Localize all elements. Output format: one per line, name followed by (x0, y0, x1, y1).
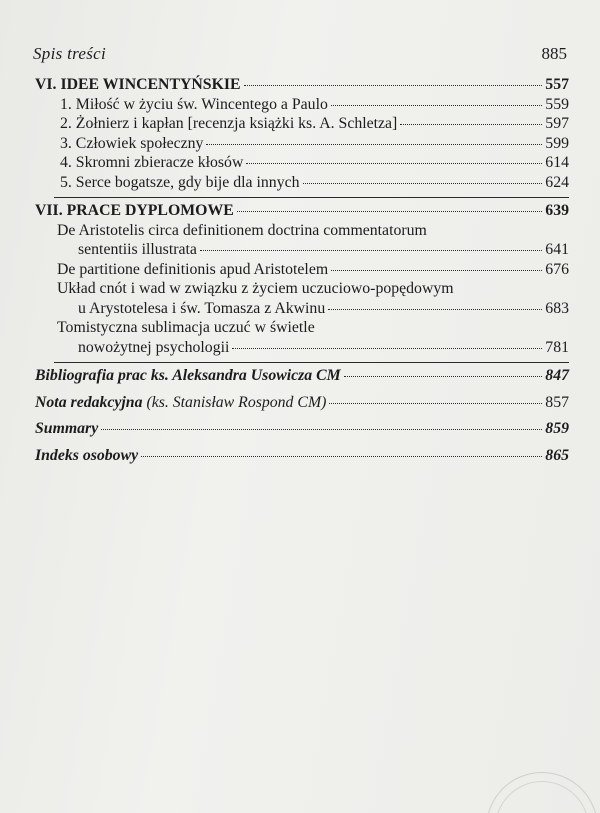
toc-section-7[interactable] (35, 202, 569, 222)
dot-leader (232, 348, 542, 349)
dot-leader (141, 456, 542, 457)
toc-page: 597 (545, 115, 569, 132)
toc-page: 641 (545, 241, 569, 258)
dot-leader (237, 211, 543, 212)
toc-item[interactable] (35, 115, 569, 135)
toc-entry-title: Indeks osobowy (35, 446, 139, 464)
toc-item-title: 1. Miłość w życiu św. Wincentego a Paulo (60, 95, 328, 113)
toc-page: 624 (545, 173, 569, 191)
toc-item[interactable] (35, 96, 569, 116)
toc-item[interactable] (35, 135, 569, 155)
toc-item-title: De Aristotelis circa definitionem doctrina commentatorum (57, 221, 427, 239)
toc-item-line[interactable] (35, 280, 569, 300)
toc-page: 781 (545, 338, 569, 356)
toc-page: 599 (545, 134, 569, 152)
toc-entry-indeks[interactable] (35, 447, 569, 467)
toc-entry-summary[interactable] (35, 420, 569, 440)
dot-leader (331, 105, 542, 106)
toc-item-title: Tomistyczna sublimacja uczuć w świetle (57, 319, 315, 336)
toc-entry-title: Nota redakcyjna (35, 393, 143, 411)
toc-item-title: 4. Skromni zbieracze kłosów (60, 154, 244, 171)
dot-leader (101, 429, 542, 430)
toc-entry-bibliografia[interactable] (35, 367, 569, 387)
separator (35, 358, 569, 367)
toc-item-line[interactable] (35, 222, 569, 242)
toc-page: 847 (545, 367, 569, 384)
toc-item[interactable] (35, 174, 569, 194)
dot-leader (400, 124, 542, 125)
toc-item-title: 5. Serce bogatsze, gdy bije dla innych (60, 173, 300, 191)
toc-item-title: nowożytnej psychologii (78, 338, 230, 356)
toc-section-title: VII. PRACE DYPLOMOWE (35, 202, 234, 219)
toc-entry-title: Summary (35, 420, 99, 437)
show-through-text (38, 500, 41, 516)
toc-section-6[interactable] (35, 76, 569, 96)
dot-leader (200, 250, 542, 251)
library-stamp (486, 772, 598, 813)
toc-item-line[interactable] (35, 319, 569, 339)
toc-page: 859 (545, 420, 569, 437)
running-header (33, 44, 567, 64)
toc-item[interactable] (35, 154, 569, 174)
dot-leader (303, 183, 543, 184)
toc-page: 559 (545, 95, 569, 113)
toc-item[interactable] (35, 300, 569, 320)
page-number: 885 (541, 44, 567, 63)
running-header-title: Spis treści (33, 44, 107, 63)
toc-entry-subtitle: (ks. Stanisław Rospond CM) (146, 393, 327, 411)
toc-page: 639 (545, 202, 569, 219)
toc-item[interactable] (35, 339, 569, 359)
toc-page: 683 (545, 299, 569, 317)
toc-page: 865 (545, 446, 569, 464)
dot-leader (329, 403, 542, 404)
toc-page: 857 (545, 393, 569, 411)
toc-page: 676 (545, 260, 569, 278)
dot-leader (344, 376, 543, 377)
toc-item-title: De partitione definitionis apud Aristotelem (57, 260, 329, 278)
dot-leader (331, 270, 542, 271)
toc-page: 614 (545, 154, 569, 171)
dot-leader (206, 144, 542, 145)
toc-item-title: 2. Żołnierz i kapłan [recenzja książki ks. A. Schletza] (60, 115, 398, 132)
toc-section-title: VI. IDEE WINCENTYŃSKIE (35, 76, 241, 93)
separator (35, 193, 569, 202)
table-of-contents (35, 76, 569, 466)
toc-page: 557 (545, 76, 569, 93)
toc-entry-title: Bibliografia prac ks. Aleksandra Usowicza CM (35, 367, 341, 384)
toc-item[interactable] (35, 241, 569, 261)
toc-item-title: Układ cnót i wad w związku z życiem uczuciowo-popędowym (57, 280, 454, 297)
toc-item-title: 3. Człowiek społeczny (60, 134, 204, 152)
toc-item[interactable] (35, 261, 569, 281)
dot-leader (244, 85, 543, 86)
toc-item-title: sententiis illustrata (78, 241, 197, 258)
toc-item-title: u Arystotelesa i św. Tomasza z Akwinu (78, 299, 326, 317)
dot-leader (328, 309, 542, 310)
toc-entry-nota[interactable] (35, 394, 569, 414)
dot-leader (246, 163, 542, 164)
